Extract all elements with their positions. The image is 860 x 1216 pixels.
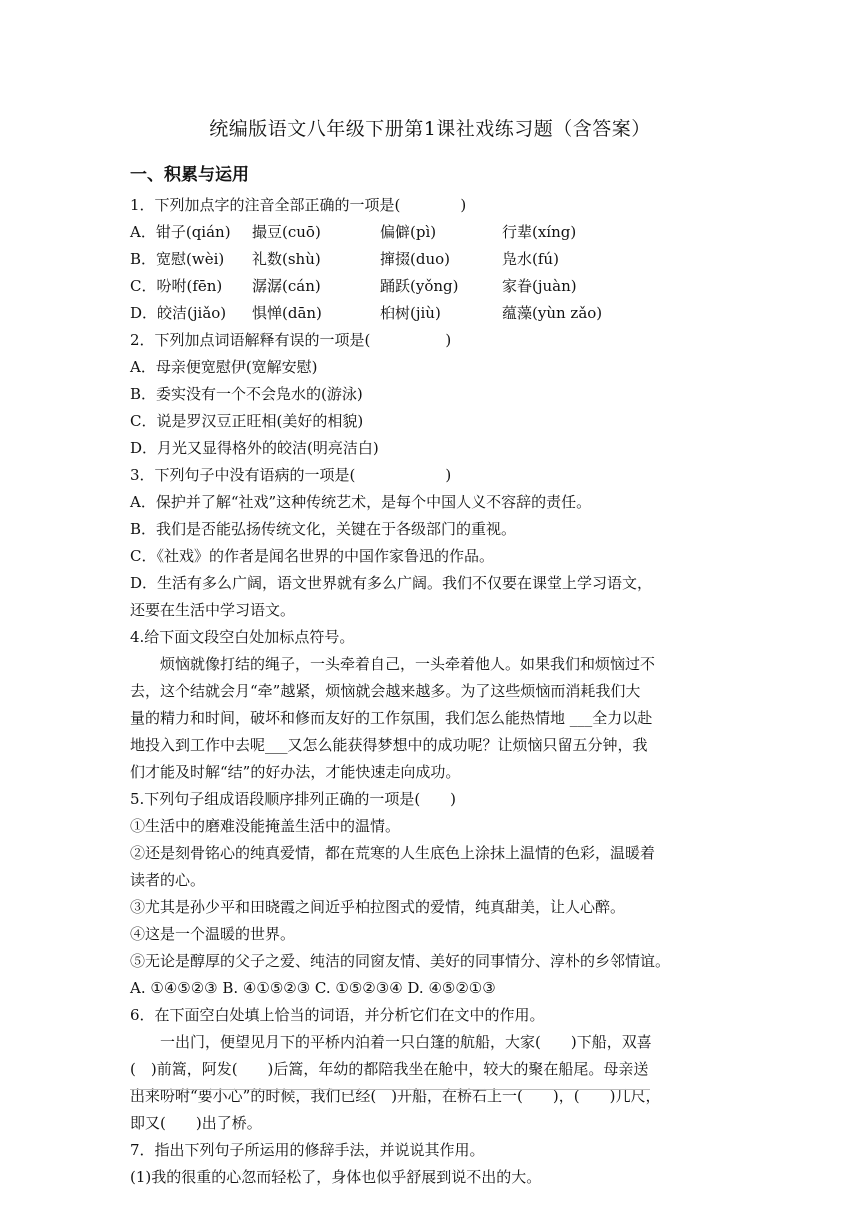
question-6-passage-line: 即又( )出了桥。 (130, 1114, 262, 1132)
question-2-option-d: D．月光又显得格外的皎洁(明亮洁白) (130, 439, 379, 457)
question-4-passage-line: 地投入到工作中去呢___又怎么能获得梦想中的成功呢？让烦恼只留五分钟，我 (130, 736, 648, 754)
question-4-passage-line: 量的精力和时间，破坏和修而友好的工作氛围，我们怎么能热情地 ___全力以赴 (130, 709, 653, 727)
question-2-option-c: C．说是罗汉豆正旺相(美好的相貌) (130, 412, 364, 430)
question-5-sentence: ②还是刻骨铭心的纯真爱情，都在荒寒的人生底色上涂抹上温情的色彩，温暖着 (130, 844, 656, 862)
question-7-stem: 7．指出下列句子所运用的修辞手法，并说说其作用。 (130, 1141, 485, 1159)
document-body (130, 192, 730, 1191)
question-1-option-a: A．钳子(qián) 撮豆(cuō) 偏僻(pì) 行辈(xíng) (130, 223, 577, 241)
question-3-option-c: C．《社戏》的作者是闻名世界的中国作家鲁迅的作品。 (130, 547, 494, 565)
question-2-option-a: A．母亲便宽慰伊(宽解安慰) (130, 358, 318, 376)
question-5-stem: 5.下列句子组成语段顺序排列正确的一项是( ) (130, 790, 457, 808)
question-5-sentence: ④这是一个温暖的世界。 (130, 925, 296, 943)
question-1-option-b: B．宽慰(wèi) 礼数(shù) 撺掇(duo) 凫水(fú) (130, 250, 559, 268)
question-5-sentence: ⑤无论是醇厚的父子之爱、纯洁的同窗友情、美好的同事情分、淳朴的乡邻情谊。 (130, 952, 671, 970)
section-heading: 一、积累与运用 (130, 165, 249, 185)
document-title: 统编版语文八年级下册第1课社戏练习题（含答案） (209, 118, 651, 140)
question-3-option-d: D．生活有多么广阔，语文世界就有多么广阔。我们不仅要在课堂上学习语文， (130, 574, 653, 592)
question-5-options: A. ①④⑤②③ B. ④①⑤②③ C. ①⑤②③④ D. ④⑤②①③ (130, 979, 496, 997)
question-6-stem: 6．在下面空白处填上恰当的词语，并分析它们在文中的作用。 (130, 1006, 545, 1024)
question-3-option-b: B．我们是否能弘扬传统文化，关键在于各级部门的重视。 (130, 520, 517, 538)
question-1-option-c: C．吩咐(fēn) 潺潺(cán) 踊跃(yǒng) 家眷(juàn) (130, 277, 577, 295)
question-2-stem: 2．下列加点词语解释有误的一项是( ) (130, 331, 452, 349)
question-4-passage-line: 去，这个结就会月“牵”越紧，烦恼就会越来越多。为了这些烦恼而消耗我们大 (130, 682, 641, 700)
question-4-passage-line: 烦恼就像打结的绳子，一头牵着自己，一头牵着他人。如果我们和烦恼过不 (160, 655, 656, 673)
question-5-sentence: ③尤其是孙少平和田晓霞之间近乎柏拉图式的爱情，纯真甜美，让人心醉。 (130, 898, 626, 916)
question-3-option-d-cont: 还要在生活中学习语文。 (130, 601, 296, 619)
question-3-stem: 3．下列句子中没有语病的一项是( ) (130, 466, 452, 484)
question-7-sentence: (1)我的很重的心忽而轻松了，身体也似乎舒展到说不出的大。 (130, 1168, 542, 1186)
question-5-sentence: ①生活中的磨难没能掩盖生活中的温情。 (130, 817, 401, 835)
question-2-option-b: B．委实没有一个不会凫水的(游泳) (130, 385, 363, 403)
question-1-stem: 1．下列加点字的注音全部正确的一项是( ) (130, 196, 467, 214)
question-6-passage-line: 出来吩咐“要小心”的时候，我们已经( )开船，在桥石上一( )，( )几尺， (130, 1087, 661, 1105)
question-4-stem: 4.给下面文段空白处加标点符号。 (130, 628, 355, 646)
question-1-option-d: D．皎洁(jiǎo) 惧惮(dān) 桕树(jiù) 蕴藻(yùn zǎo) (130, 304, 603, 322)
footer-divider (130, 1089, 650, 1090)
question-6-passage-line: ( )前篙，阿发( )后篙，年幼的都陪我坐在舱中，较大的聚在船尾。母亲送 (130, 1060, 649, 1078)
question-3-option-a: A．保护并了解“社戏”这种传统艺术，是每个中国人义不容辞的责任。 (130, 493, 592, 511)
question-6-passage-line: 一出门，便望见月下的平桥内泊着一只白篷的航船，大家( )下船，双喜 (160, 1033, 652, 1051)
question-5-sentence: 读者的心。 (130, 871, 206, 889)
question-4-passage-line: 们才能及时解“结”的好办法，才能快速走向成功。 (130, 763, 461, 781)
